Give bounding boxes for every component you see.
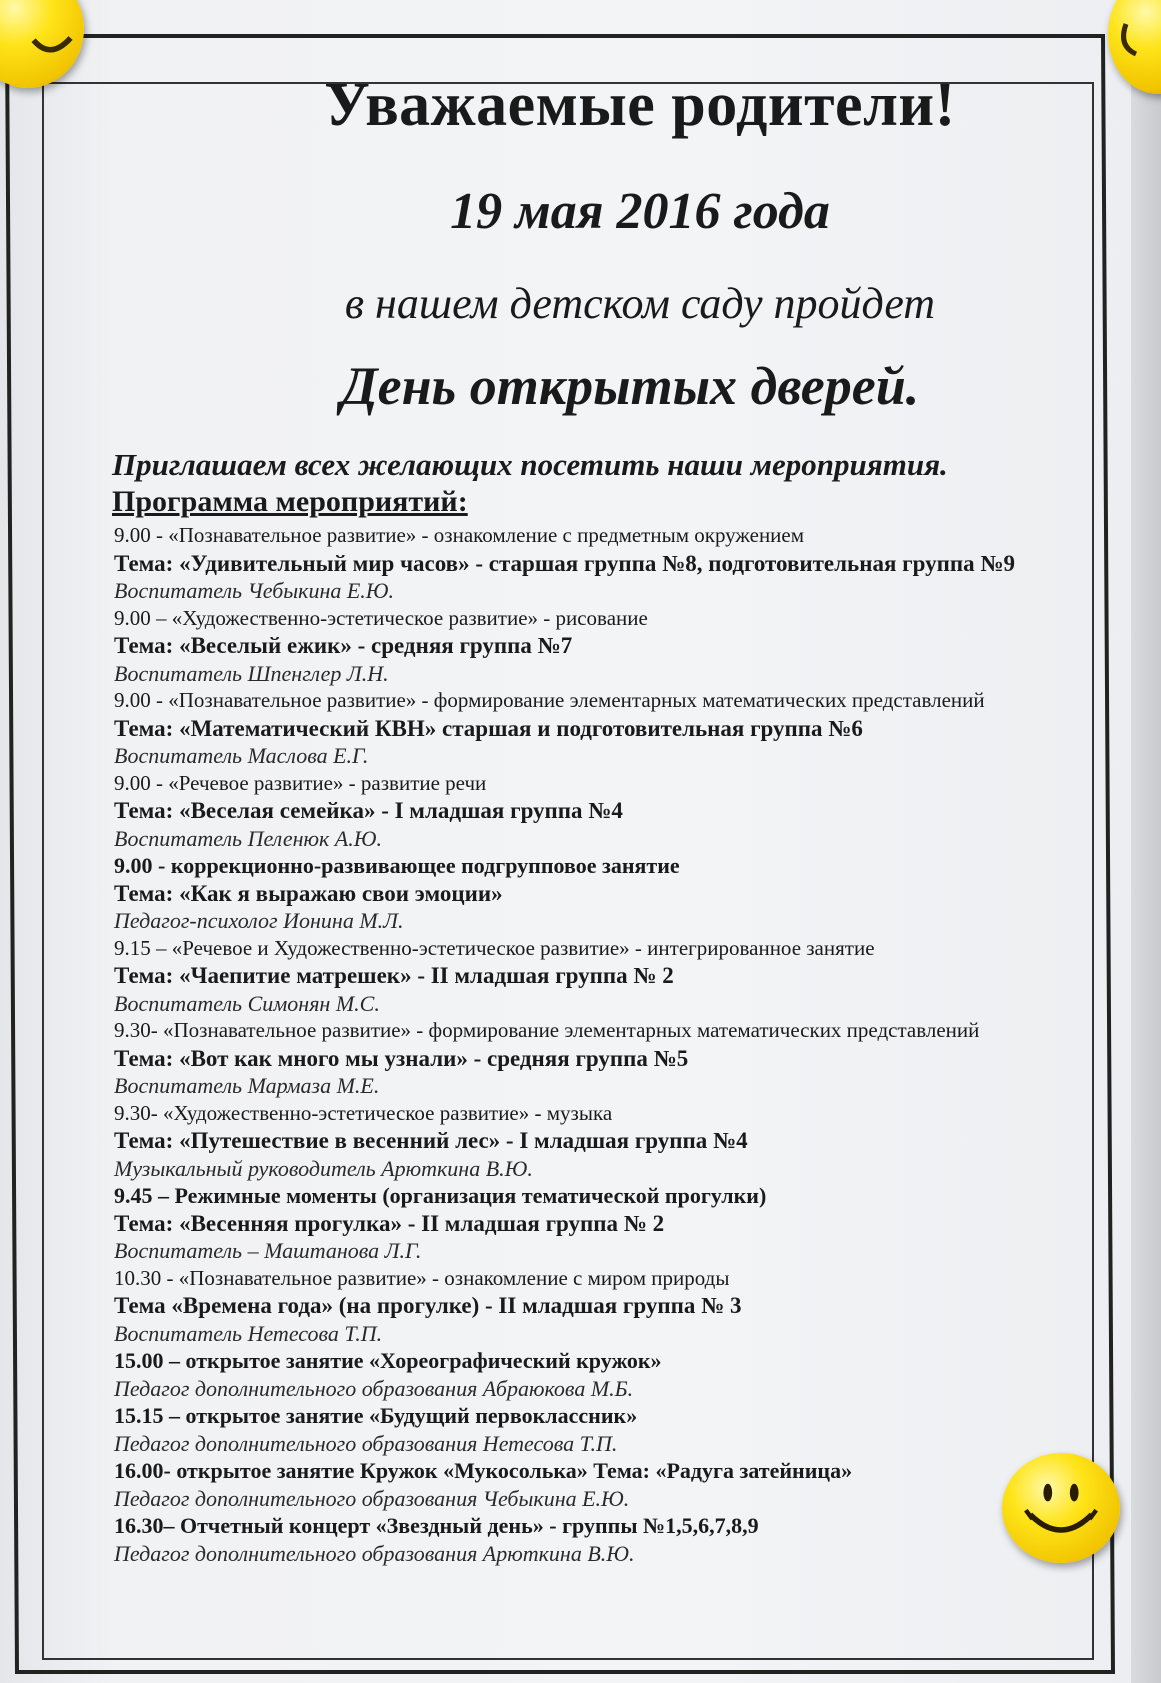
schedule-line: Тема: «Вот как много мы узнали» - средняя группа №5 (114, 1045, 689, 1071)
schedule-line: Тема: «Веселая семейка» - I младшая группа №4 (114, 798, 623, 823)
page-title: Уважаемые родители! (324, 71, 956, 139)
schedule-line: Воспитатель Мармаза М.Е. (114, 1073, 380, 1098)
schedule-line: 9.00 - «Познавательное развитие» - ознакомление с предметным окружением (114, 523, 805, 547)
schedule-line: Тема: «Чаепитие матрешек» - II младшая группа № 2 (114, 963, 674, 988)
subheading: в нашем детском саду пройдет (344, 279, 936, 328)
schedule-line: 15.15 – открытое занятие «Будущий первоклассник» (114, 1403, 638, 1428)
schedule-line: Педагог дополнительного образования Чебыкина Е.Ю. (114, 1485, 630, 1511)
event-name: День открытых дверей. (340, 356, 920, 416)
schedule-line: Педагог дополнительного образования Нетесова Т.П. (114, 1430, 618, 1456)
schedule-line: Воспитатель Пеленюк А.Ю. (114, 825, 382, 851)
schedule-line: 10.30 - «Познавательное развитие» - ознакомление с миром природы (114, 1265, 730, 1290)
schedule-line: Воспитатель Маслова Е.Г. (114, 743, 369, 768)
program-title: Программа мероприятий: (112, 485, 468, 518)
schedule-line: Воспитатель Нетесова Т.П. (114, 1320, 383, 1346)
schedule-line: Воспитатель Симонян М.С. (114, 990, 380, 1016)
schedule-line: Тема: «Удивительный мир часов» - старшая группа №8, подготовительная группа №9 (114, 550, 1015, 576)
schedule-line: Воспитатель Шпенглер Л.Н. (114, 660, 389, 686)
schedule-line: 9.45 – Режимные моменты (организация тематической прогулки) (114, 1183, 767, 1208)
schedule-line: Тема: «Как я выражаю свои эмоции» (114, 880, 503, 906)
schedule-line: 9.00 - «Познавательное развитие» - формирование элементарных математических представлений (114, 688, 985, 712)
schedule-line: Тема: «Путешествие в весенний лес» - I младшая группа №4 (114, 1128, 748, 1153)
schedule-line: Тема: «Весенняя прогулка» - II младшая группа № 2 (114, 1210, 665, 1236)
schedule-list (114, 522, 1114, 1567)
schedule-line: Тема «Времена года» (на прогулке) - II младшая группа № 3 (114, 1293, 742, 1318)
schedule-line: 9.30- «Художественно-эстетическое развитие» - музыка (114, 1100, 613, 1125)
schedule-line: 16.30– Отчетный концерт «Звездный день» - группы №1,5,6,7,8,9 (114, 1513, 759, 1538)
schedule-line: Воспитатель Чебыкина Е.Ю. (114, 578, 395, 603)
schedule-line: Воспитатель – Маштанова Л.Г. (114, 1238, 422, 1263)
schedule-line: 9.00 - коррекционно-развивающее подгрупповое занятие (114, 853, 680, 878)
schedule-line: 16.00- открытое занятие Кружок «Мукосолька» Тема: «Радуга затейница» (114, 1458, 853, 1483)
schedule-line: Музыкальный руководитель Арюткина В.Ю. (114, 1155, 533, 1181)
schedule-line: Педагог-психолог Ионина М.Л. (114, 908, 404, 933)
schedule-line: 15.00 – открытое занятие «Хореографический кружок» (114, 1348, 662, 1373)
schedule-line: 9.00 – «Художественно-эстетическое развитие» - рисование (114, 605, 648, 630)
schedule-line: 9.15 – «Речевое и Художественно-эстетическое развитие» - интегрированное занятие (114, 935, 875, 960)
event-date: 19 мая 2016 года (450, 183, 830, 240)
schedule-line: Педагог дополнительного образования Абраюкова М.Б. (114, 1375, 634, 1401)
invitation-text: Приглашаем всех желающих посетить наши мероприятия. (112, 447, 948, 482)
schedule-line: 9.30- «Познавательное развитие» - формирование элементарных математических представлений (114, 1018, 980, 1042)
schedule-line: Тема: «Веселый ежик» - средняя группа №7 (114, 633, 573, 658)
schedule-line: Педагог дополнительного образования Арюткина В.Ю. (114, 1540, 635, 1566)
schedule-line: Тема: «Математический КВН» старшая и подготовительная группа №6 (114, 715, 863, 741)
schedule-line: 9.00 - «Речевое развитие» - развитие речи (114, 770, 487, 795)
